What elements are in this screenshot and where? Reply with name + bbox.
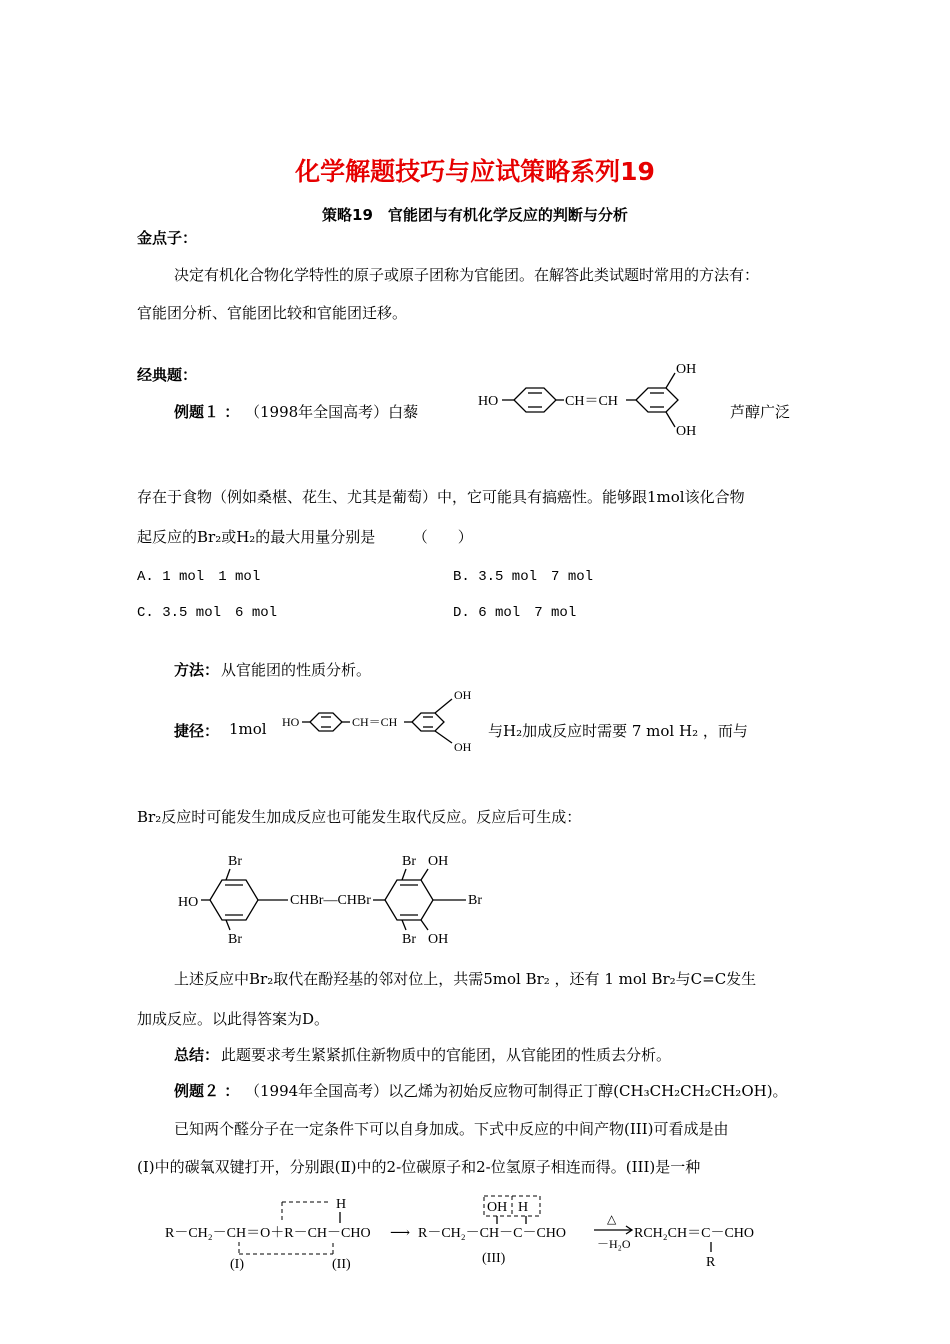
paragraph-line: Br₂反应时可能发生加成反应也可能发生取代反应。反应后可生成： [137,808,582,826]
resveratrol-structure-small [280,683,480,753]
svg-text:HO: HO [178,895,199,910]
svg-text:Br: Br [402,932,416,947]
svg-text:CH＝CH: CH＝CH [352,715,398,729]
shortcut-label: 捷径： [174,722,220,740]
svg-text:OH: OH [428,854,449,869]
shortcut-pre: 1mol [229,720,267,738]
example2-text: （1994年全国高考）以乙烯为初始反应物可制得正丁醇(CH₃CH₂CH₂CH₂OH)。 [245,1082,788,1100]
svg-text:Br: Br [468,893,482,908]
paragraph-line: 加成反应。以此得答案为D。 [137,1010,330,1028]
svg-text:△: △ [607,1212,617,1226]
svg-text:H: H [336,1197,347,1212]
method-text: 从官能团的性质分析。 [221,661,372,679]
svg-text:RCH₂CH＝C－CHO: RCH₂CH＝C－CHO [634,1226,755,1241]
paragraph-line: 已知两个醛分子在一定条件下可以自身加成。下式中反应的中间产物(III)可看成是由 [174,1120,729,1138]
resveratrol-structure [470,355,720,440]
option-b: B. 3.5 mol 7 mol [453,569,594,585]
svg-text:⟶: ⟶ [390,1226,411,1241]
summary-label: 总结： [174,1046,220,1064]
svg-text:OH: OH [487,1200,508,1215]
svg-text:OH: OH [454,688,472,702]
example1-tail: 芦醇广泛 [730,403,791,421]
svg-text:R－CH₂－CH－C－CHO: R－CH₂－CH－C－CHO [418,1226,567,1241]
paragraph-line: 起反应的Br₂或H₂的最大用量分别是 （ ） [137,528,473,546]
example2-label: 例题２ ： [174,1082,240,1100]
vinylene-label: CH＝CH [565,394,618,409]
ho-label: HO [478,394,499,409]
option-c: C. 3.5 mol 6 mol [137,605,278,621]
svg-text:Br: Br [228,854,242,869]
svg-text:Br: Br [402,854,416,869]
aldol-reaction-equation [160,1190,780,1300]
oh-top-label: OH [676,362,697,377]
option-d: D. 6 mol 7 mol [453,605,577,621]
paragraph-line: (Ⅰ)中的碳氧双键打开，分别跟(Ⅱ)中的2-位碳原子和2-位氢原子相连而得。(III)是一种 [137,1158,701,1176]
svg-text:(I): (I) [230,1257,244,1272]
svg-text:OH: OH [454,740,472,754]
summary-text: 此题要求考生紧紧抓住新物质中的官能团，从官能团的性质去分析。 [221,1046,672,1064]
example1-label: 例题１ ： [174,403,240,421]
paragraph-line: 官能团分析、官能团比较和官能团迁移。 [137,304,408,322]
option-a: A. 1 mol 1 mol [137,569,261,585]
paragraph-line: 存在于食物（例如桑椹、花生、尤其是葡萄）中，它可能具有搞癌性。能够跟1mol该化合物 [137,488,745,506]
svg-text:R: R [706,1255,716,1270]
svg-text:－H₂O: －H₂O [597,1237,631,1251]
svg-text:H: H [518,1200,529,1215]
paragraph-line: 决定有机化合物化学特性的原子或原子团称为官能团。在解答此类试题时常用的方法有： [174,266,760,284]
svg-text:HO: HO [282,715,300,729]
shortcut-post: 与H₂加成反应时需要 7 mol H₂ ，而与 [488,722,748,740]
section-heading-jindianzi: 金点子： [137,229,198,247]
svg-text:OH: OH [428,932,449,947]
paragraph-line: 上述反应中Br₂取代在酚羟基的邻对位上，共需5mol Br₂ ，还有 1 mol Br₂与C=C发生 [174,970,757,988]
example1-source: （1998年全国高考）白藜 [245,403,419,421]
svg-text:CHBr—CHBr: CHBr—CHBr [290,893,371,908]
svg-text:Br: Br [228,932,242,947]
page-subtitle: 策略19 官能团与有机化学反应的判断与分析 [322,206,628,224]
section-heading-jingdianti: 经典题： [137,366,198,384]
svg-text:R－CH₂－CH＝O＋R－CH－CHO: R－CH₂－CH＝O＋R－CH－CHO [165,1226,371,1241]
method-label: 方法： [174,661,220,679]
bromination-product-structure [170,845,500,945]
svg-text:(II): (II) [332,1257,351,1272]
oh-bottom-label: OH [676,424,697,439]
svg-text:(III): (III) [482,1251,506,1266]
page-title: 化学解题技巧与应试策略系列19 [295,157,655,186]
